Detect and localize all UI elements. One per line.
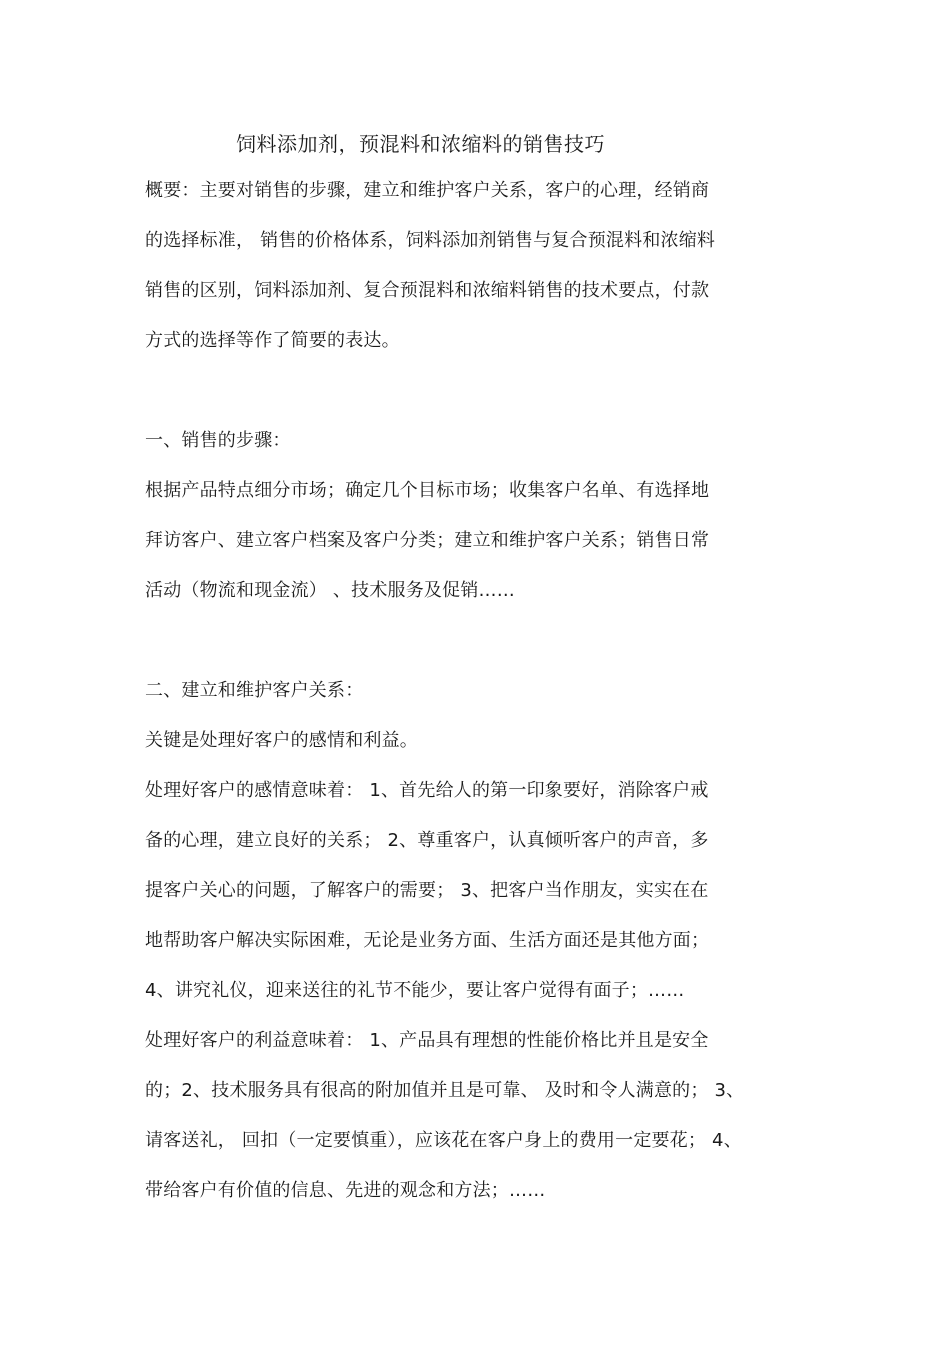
section-2-line: 地帮助客户解决实际困难，无论是业务方面、生活方面还是其他方面； <box>145 930 710 951</box>
section-2-line: 4、讲究礼仪，迎来送往的礼节不能少，要让客户觉得有面子；…… <box>145 980 685 1001</box>
section-2-line: 请客送礼， 回扣（一定要慎重），应该花在客户身上的费用一定要花； 4、 <box>145 1130 742 1151</box>
section-1-line: 根据产品特点细分市场；确定几个目标市场；收集客户名单、有选择地 <box>145 480 710 501</box>
section-2-line: 处理好客户的利益意味着： 1、产品具有理想的性能价格比并且是安全 <box>145 1030 709 1051</box>
summary-line: 的选择标准， 销售的价格体系，饲料添加剂销售与复合预混料和浓缩料 <box>145 230 716 251</box>
section-1-heading: 一、销售的步骤： <box>145 430 291 451</box>
summary-line: 概要：主要对销售的步骤，建立和维护客户关系，客户的心理，经销商 <box>145 180 710 201</box>
summary-line: 方式的选择等作了简要的表达。 <box>145 330 400 351</box>
section-1-line: 活动（物流和现金流） 、技术服务及促销…… <box>145 580 515 601</box>
document-title: 饲料添加剂，预混料和浓缩料的销售技巧 <box>236 132 605 156</box>
section-1-line: 拜访客户、建立客户档案及客户分类；建立和维护客户关系；销售日常 <box>145 530 710 551</box>
section-2-line: 带给客户有价值的信息、先进的观念和方法；…… <box>145 1180 546 1201</box>
section-2-line: 提客户关心的问题，了解客户的需要； 3、把客户当作朋友，实实在在 <box>145 880 709 901</box>
section-2-line: 关键是处理好客户的感情和利益。 <box>145 730 418 751</box>
summary-line: 销售的区别，饲料添加剂、复合预混料和浓缩料销售的技术要点，付款 <box>145 280 710 301</box>
section-2-line: 备的心理，建立良好的关系； 2、尊重客户，认真倾听客户的声音，多 <box>145 830 709 851</box>
section-2-line: 处理好客户的感情意味着： 1、首先给人的第一印象要好，消除客户戒 <box>145 780 709 801</box>
section-2-heading: 二、建立和维护客户关系： <box>145 680 364 701</box>
section-2-line: 的；2、技术服务具有很高的附加值并且是可靠、 及时和令人满意的； 3、 <box>145 1080 745 1101</box>
